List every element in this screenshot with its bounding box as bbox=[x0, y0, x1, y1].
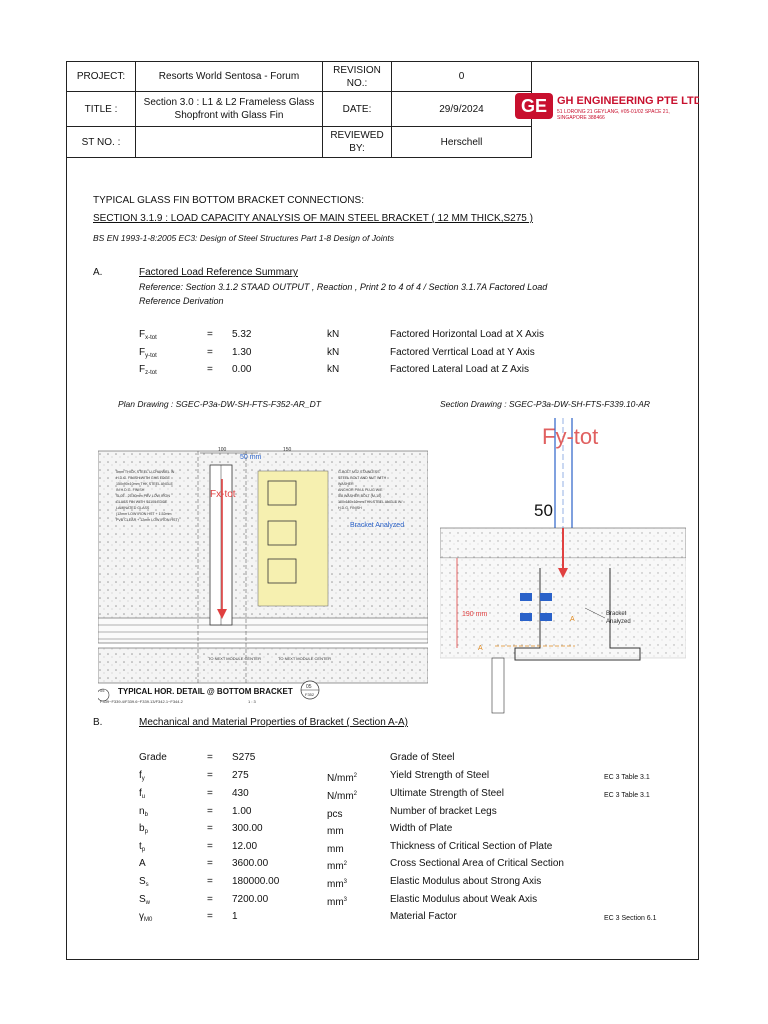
section-a-letter: A. bbox=[93, 267, 103, 278]
property-unit bbox=[327, 770, 357, 785]
property-symbol-sub: b bbox=[144, 812, 148, 818]
property-symbol bbox=[139, 841, 145, 856]
property-equals: = bbox=[207, 858, 213, 869]
section-a-left: A bbox=[478, 645, 483, 652]
fy-label: Fy-tot bbox=[542, 424, 599, 449]
intro-section-title: SECTION 3.1.9 : LOAD CAPACITY ANALYSIS OF MAIN STEEL BRACKET ( 12 MM THICK,S275 ) bbox=[93, 213, 533, 224]
load-description: Factored Verrtical Load at Y Axis bbox=[390, 347, 535, 358]
property-symbol-base: b bbox=[139, 823, 145, 834]
property-description: Thickness of Critical Section of Plate bbox=[390, 841, 553, 852]
intro-heading: TYPICAL GLASS FIN BOTTOM BRACKET CONNECTIONS: bbox=[93, 195, 364, 206]
plan-note: 5mm THICK STEEL U-CHANNEL IN bbox=[116, 470, 175, 474]
load-equals: = bbox=[207, 329, 213, 340]
load-value: 1.30 bbox=[232, 347, 252, 358]
plan-notes-left bbox=[116, 470, 179, 522]
property-value: 180000.00 bbox=[232, 876, 280, 887]
property-symbol bbox=[139, 911, 152, 926]
bubble-top: 05 bbox=[306, 684, 312, 690]
plan-note: LAMINATED GLASS bbox=[116, 506, 150, 510]
plan-note: WASHER bbox=[338, 482, 354, 486]
property-code-reference: EC 3 Section 6.1 bbox=[604, 915, 657, 922]
section-a-right: A bbox=[570, 616, 575, 623]
height-label: 190 mm bbox=[462, 611, 488, 618]
property-value: 12.00 bbox=[232, 841, 258, 852]
property-code-reference: EC 3 Table 3.1 bbox=[604, 774, 650, 781]
property-symbol bbox=[139, 788, 145, 803]
plan-dim-50: 50 mm bbox=[240, 454, 262, 461]
intro-standard: BS EN 1993-1-8:2005 EC3: Design of Steel Structures Part 1-8 Design of Joints bbox=[93, 233, 394, 243]
property-equals: = bbox=[207, 752, 213, 763]
plan-note: 5/8 WASHER BOLT (M-10) bbox=[338, 494, 382, 498]
plan-note: H.D.G. FINISH bbox=[338, 506, 362, 510]
property-symbol-base: A bbox=[139, 858, 146, 869]
date-value: 29/9/2024 bbox=[392, 92, 532, 127]
property-equals: = bbox=[207, 806, 213, 817]
plan-note: 150x90x10mm THK STEEL ANGLE bbox=[116, 482, 173, 486]
plan-note: H.D.G. FINISH WITH GHS EDGE bbox=[116, 476, 170, 480]
plan-note: ANCHOR PIN & PLUG W/E bbox=[338, 488, 383, 492]
load-symbol-base: F bbox=[139, 347, 146, 358]
property-symbol-sub: M0 bbox=[144, 917, 153, 923]
property-symbol-sub: y bbox=[141, 776, 145, 782]
load-symbol-base: F bbox=[139, 329, 146, 340]
load-equals: = bbox=[207, 364, 213, 375]
project-value: Resorts World Sentosa - Forum bbox=[136, 62, 323, 92]
detail-title: TYPICAL HOR. DETAIL @ BOTTOM BRACKET bbox=[118, 687, 293, 696]
property-unit bbox=[327, 894, 347, 909]
property-unit bbox=[327, 841, 344, 856]
bolt-a bbox=[520, 593, 532, 601]
fx-label: Fx-tot bbox=[210, 489, 236, 500]
property-unit-exponent: 2 bbox=[353, 791, 358, 797]
property-unit-base: mm bbox=[327, 844, 344, 855]
plan-note: PVB CLEAR + 12mm LOW IRON HST) bbox=[116, 518, 179, 522]
property-unit-exponent: 2 bbox=[353, 773, 358, 779]
header-table bbox=[66, 61, 532, 158]
property-description: Yield Strength of Steel bbox=[390, 770, 490, 781]
property-unit-base: mm bbox=[327, 897, 344, 908]
property-symbol-base: Grade bbox=[139, 752, 167, 763]
section-a-reference-2: Reference Derivation bbox=[139, 296, 224, 306]
property-description: Ultimate Strength of Steel bbox=[390, 788, 504, 799]
st-label: ST NO. : bbox=[67, 127, 136, 158]
revision-label: REVISION NO.: bbox=[323, 62, 392, 92]
property-symbol-base: S bbox=[139, 894, 146, 905]
detail-ref: F339~F339.4/F339.6~F339.13/F342.1~F344.2 bbox=[100, 699, 183, 704]
section-drawing-ref: Section Drawing : SGEC-P3a-DW-SH-FTS-F339.10-AR bbox=[440, 399, 651, 409]
load-symbol bbox=[139, 364, 157, 379]
property-unit-exponent: 2 bbox=[343, 861, 348, 867]
section-a-title: Factored Load Reference Summary bbox=[139, 267, 298, 278]
logo-address1: 51 LORONG 21 GEYLANG, #05-01/02 SPACE 21, bbox=[557, 109, 670, 115]
property-unit bbox=[327, 823, 344, 838]
property-equals: = bbox=[207, 876, 213, 887]
next-module-1: TO NEXT MODULE CENTER bbox=[208, 656, 261, 661]
detail-number: 05 bbox=[100, 688, 105, 693]
load-description: Factored Lateral Load at Z Axis bbox=[390, 364, 529, 375]
property-symbol-sub: p bbox=[141, 847, 146, 853]
property-code-reference: EC 3 Table 3.1 bbox=[604, 792, 650, 799]
property-symbol-base: γ bbox=[139, 911, 144, 922]
property-equals: = bbox=[207, 788, 213, 799]
property-symbol bbox=[139, 823, 148, 838]
property-value: 7200.00 bbox=[232, 894, 269, 905]
property-unit-base: N/mm bbox=[327, 791, 354, 802]
plan-detail-drawing bbox=[98, 443, 428, 708]
property-unit-base: mm bbox=[327, 861, 344, 872]
bolt-d bbox=[540, 613, 552, 621]
property-symbol-base: f bbox=[139, 788, 142, 799]
property-symbol bbox=[139, 770, 145, 785]
property-equals: = bbox=[207, 770, 213, 781]
load-symbol-base: F bbox=[139, 364, 146, 375]
section-drawing bbox=[440, 418, 686, 718]
property-symbol bbox=[139, 752, 167, 767]
property-unit bbox=[327, 876, 347, 891]
property-description: Width of Plate bbox=[390, 823, 453, 834]
property-description: Material Factor bbox=[390, 911, 457, 922]
property-symbol bbox=[139, 858, 146, 873]
property-unit-base: mm bbox=[327, 879, 344, 890]
property-value: 430 bbox=[232, 788, 249, 799]
detail-scale: 1 : 3 bbox=[248, 699, 256, 704]
lower-slab bbox=[98, 648, 428, 683]
property-unit-base: pcs bbox=[327, 809, 343, 820]
property-symbol-sub: w bbox=[145, 900, 151, 906]
property-description: Cross Sectional Area of Critical Section bbox=[390, 858, 564, 869]
section-dim-50: 50 bbox=[534, 501, 553, 520]
plan-bracket-label: Bracket Analyzed bbox=[350, 522, 405, 529]
property-value: 300.00 bbox=[232, 823, 263, 834]
property-symbol-base: S bbox=[139, 876, 146, 887]
load-value: 5.32 bbox=[232, 329, 252, 340]
bolt-b bbox=[520, 613, 532, 621]
property-symbol-sub: p bbox=[144, 829, 148, 835]
load-symbol bbox=[139, 347, 157, 362]
load-symbol-sub: z-tot bbox=[145, 370, 157, 376]
property-unit-base: N/mm bbox=[327, 773, 354, 784]
load-unit: kN bbox=[327, 364, 340, 375]
load-equals: = bbox=[207, 347, 213, 358]
plan-drawing-ref: Plan Drawing : SGEC-P3a-DW-SH-FTS-F352-AR_DT bbox=[118, 399, 321, 409]
property-equals: = bbox=[207, 841, 213, 852]
logo-company: GH ENGINEERING PTE LTD bbox=[557, 95, 699, 107]
anchor-bolt bbox=[492, 658, 504, 713]
section-bracket-label2: Analyzed bbox=[606, 619, 631, 625]
section-b-title: Mechanical and Material Properties of Bracket ( Section A-A) bbox=[139, 717, 409, 728]
property-equals: = bbox=[207, 911, 213, 922]
logo-graphic bbox=[507, 61, 699, 157]
property-equals: = bbox=[207, 823, 213, 834]
section-b-letter: B. bbox=[93, 717, 103, 728]
property-value: 1 bbox=[232, 911, 238, 922]
property-symbol bbox=[139, 894, 150, 909]
property-symbol-base: n bbox=[139, 806, 145, 817]
plan-note: IN H.D.G. FINISH bbox=[116, 488, 145, 492]
property-value: 3600.00 bbox=[232, 858, 269, 869]
load-symbol-sub: y-tot bbox=[145, 353, 157, 359]
plan-note: STEEL BOLT AND NUT WITH bbox=[338, 476, 387, 480]
section-a-reference-1: Reference: Section 3.1.2 STAAD OUTPUT , Reaction , Print 2 to 4 of 4 / Section 3.1.7A Factored Load bbox=[139, 282, 548, 292]
load-unit: kN bbox=[327, 329, 340, 340]
property-description: Grade of Steel bbox=[390, 752, 455, 763]
bubble-bottom: F352 bbox=[305, 692, 315, 697]
next-module-2: TO NEXT MODULE CENTER bbox=[278, 656, 331, 661]
property-unit bbox=[327, 858, 347, 873]
property-unit bbox=[327, 806, 343, 821]
bracket-plate-highlight bbox=[258, 471, 328, 606]
plan-note: (12mm LOW IRON HST + 1.52mm bbox=[116, 512, 172, 516]
reviewed-label: REVIEWED BY: bbox=[323, 127, 392, 158]
plan-note: SL05 - 25.80mm PBV LOW IRON bbox=[116, 494, 170, 498]
title-label: TITLE : bbox=[67, 92, 136, 127]
property-description: Elastic Modulus about Strong Axis bbox=[390, 876, 542, 887]
logo-mark: GE bbox=[520, 96, 548, 116]
title-value: Section 3.0 : L1 & L2 Frameless Glass Shopfront with Glass Fin bbox=[136, 92, 323, 127]
property-description: Number of bracket Legs bbox=[390, 806, 497, 817]
company-logo bbox=[507, 61, 699, 157]
project-label: PROJECT: bbox=[67, 62, 136, 92]
load-value: 0.00 bbox=[232, 364, 252, 375]
property-unit bbox=[327, 788, 357, 803]
load-unit: kN bbox=[327, 347, 340, 358]
bolt-c bbox=[540, 593, 552, 601]
property-unit-base: mm bbox=[327, 826, 344, 837]
property-symbol-sub: u bbox=[141, 794, 146, 800]
load-symbol-sub: x-tot bbox=[145, 335, 157, 341]
plan-note: 100x150x10mm THK STEEL ANGLE W/ bbox=[338, 500, 403, 504]
plan-note: GLASS FIN WITH S1100 EDGE bbox=[116, 500, 168, 504]
section-bracket-label1: Bracket bbox=[606, 611, 627, 617]
property-value: 275 bbox=[232, 770, 249, 781]
property-equals: = bbox=[207, 894, 213, 905]
st-value bbox=[136, 127, 323, 158]
property-symbol bbox=[139, 876, 149, 891]
plan-dim-top: 100 bbox=[218, 447, 227, 453]
logo-address2: SINGAPORE 388466 bbox=[557, 115, 605, 121]
plan-note: G-BOLT M12 STAINLESS bbox=[338, 470, 380, 474]
property-symbol bbox=[139, 806, 148, 821]
property-unit-exponent: 3 bbox=[343, 879, 348, 885]
load-symbol bbox=[139, 329, 157, 344]
property-value: S275 bbox=[232, 752, 256, 763]
property-symbol-base: t bbox=[139, 841, 142, 852]
property-description: Elastic Modulus about Weak Axis bbox=[390, 894, 538, 905]
revision-value: 0 bbox=[392, 62, 532, 92]
reviewed-value: Herschell bbox=[392, 127, 532, 158]
property-unit-exponent: 3 bbox=[343, 897, 348, 903]
load-description: Factored Horizontal Load at X Axis bbox=[390, 329, 544, 340]
property-symbol-sub: s bbox=[145, 882, 149, 888]
property-symbol-base: f bbox=[139, 770, 142, 781]
plan-dim-top2: 150 bbox=[283, 447, 292, 453]
property-value: 1.00 bbox=[232, 806, 252, 817]
date-label: DATE: bbox=[323, 92, 392, 127]
